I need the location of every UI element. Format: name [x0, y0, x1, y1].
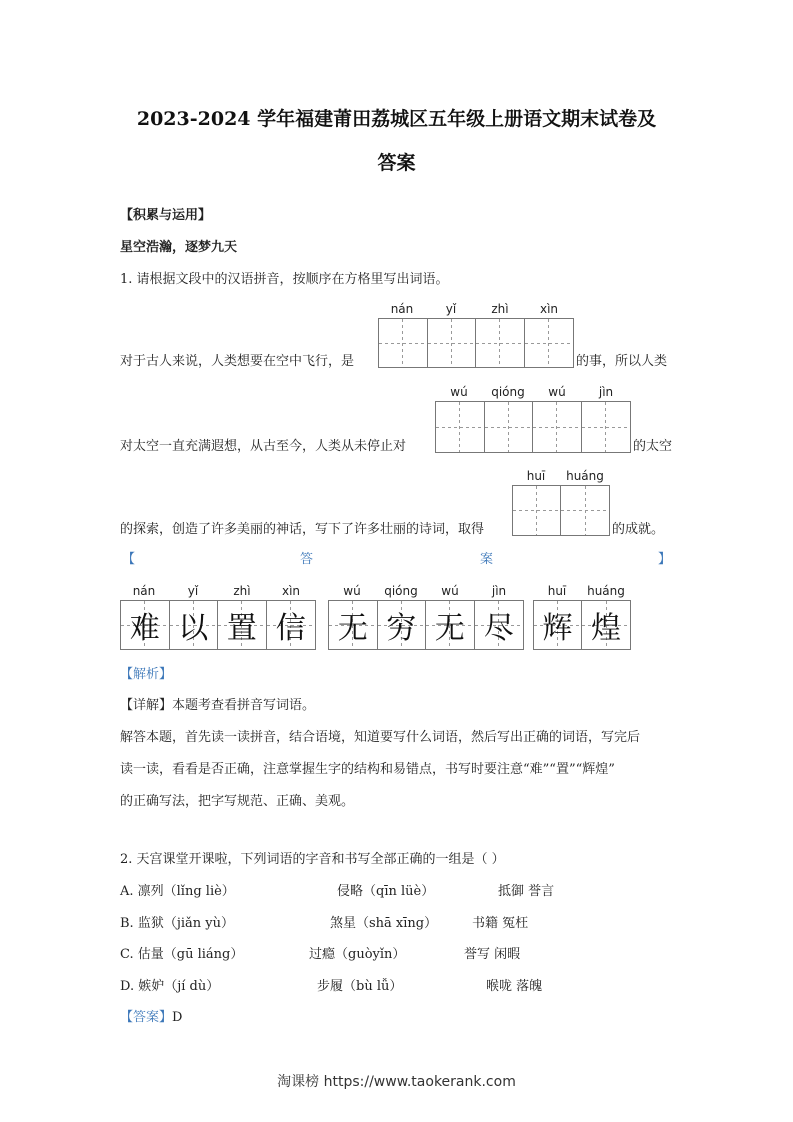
grid-cell[interactable]: [561, 486, 609, 535]
answer-label-char2: 案: [480, 552, 494, 567]
pinyin-label: zhì: [233, 584, 251, 598]
pinyin-label: wú: [343, 584, 361, 598]
pinyin-label: yǐ: [187, 584, 199, 598]
pinyin-label: huī: [547, 584, 567, 598]
q2-option-d-col1: D. 嫉妒（jí dù）: [120, 979, 220, 994]
q1-line1-before: 对于古人来说，人类想要在空中飞行，是: [120, 354, 355, 369]
q1-writing-grid-1[interactable]: [378, 318, 574, 368]
grid-cell[interactable]: [379, 319, 428, 367]
answer-char: 辉: [534, 601, 582, 649]
q1-line2-after: 的太空: [633, 439, 673, 454]
grid-cell[interactable]: [525, 319, 574, 367]
pinyin-label: nán: [390, 302, 414, 316]
q2-option-a-col1: A. 凛列（lǐng liè）: [120, 884, 235, 899]
pinyin-label: qióng: [491, 385, 525, 399]
q1-line1-after: 的事，所以人类: [576, 354, 668, 369]
q1-writing-grid-2[interactable]: [435, 401, 631, 453]
pinyin-label: qióng: [384, 584, 418, 598]
answer-char: 置: [218, 601, 267, 649]
answer-bracket-right: 】: [658, 552, 672, 567]
q2-prompt: 2. 天宫课堂开课啦，下列词语的字音和书写全部正确的一组是（ ）: [120, 852, 505, 867]
subsection-title: 星空浩瀚，逐梦九天: [120, 240, 238, 255]
q2-option-d-col2: 步履（bù lǚ）: [317, 979, 403, 994]
document-title-line2: 答案: [377, 152, 416, 174]
q1-line3-after: 的成就。: [612, 522, 665, 537]
pinyin-label: wú: [450, 385, 468, 399]
answer-char: 煌: [582, 601, 630, 649]
grid-cell[interactable]: [436, 402, 485, 452]
grid-cell[interactable]: [513, 486, 561, 535]
answer-bracket-left: 【: [122, 552, 136, 567]
section-header: 【积累与运用】: [120, 208, 212, 223]
pinyin-label: huī: [526, 469, 546, 483]
answer-grid-2: [328, 600, 524, 650]
pinyin-label: yǐ: [445, 302, 457, 316]
pinyin-label: huáng: [587, 584, 625, 598]
document-title-line1: 2023-2024 学年福建莆田荔城区五年级上册语文期末试卷及: [136, 108, 657, 130]
pinyin-label: wú: [548, 385, 566, 399]
q2-option-b-col2: 煞星（shā xīng）: [330, 916, 438, 931]
answer-char: 尽: [475, 601, 524, 649]
q2-option-a-col3: 抵御 誉言: [498, 884, 555, 899]
q1-writing-grid-3[interactable]: [512, 485, 610, 536]
analysis-label: 【解析】: [120, 667, 173, 682]
answer-char: 无: [426, 601, 475, 649]
explanation-line1: 解答本题，首先读一读拼音，结合语境，知道要写什么词语，然后写出正确的词语，写完后: [120, 730, 641, 745]
grid-cell[interactable]: [582, 402, 631, 452]
answer-grid-3: [533, 600, 631, 650]
explanation-line2: 读一读，看看是否正确，注意掌握生字的结构和易错点，书写时要注意“难”“置”“辉煌”: [120, 762, 615, 777]
q1-line3-before: 的探索，创造了许多美丽的神话，写下了许多壮丽的诗词，取得: [120, 522, 485, 537]
detail-text: 【详解】本题考查看拼音写词语。: [120, 698, 316, 713]
q2-option-b-col1: B. 监狱（jiǎn yù）: [120, 916, 234, 931]
q2-answer-label: 【答案】: [120, 1010, 173, 1025]
pinyin-label: jìn: [491, 584, 507, 598]
footer-watermark: 淘课榜 https://www.taokerank.com: [277, 1074, 516, 1090]
q2-option-c-col2: 过瘾（guòyǐn）: [309, 947, 406, 962]
q2-answer-value: D: [172, 1010, 183, 1025]
q2-option-d-col3: 喉咙 落魄: [486, 979, 543, 994]
q2-option-c-col3: 誉写 闲暇: [464, 947, 521, 962]
pinyin-label: nán: [132, 584, 156, 598]
grid-cell[interactable]: [533, 402, 582, 452]
explanation-line3: 的正确写法，把字写规范、正确、美观。: [120, 794, 355, 809]
pinyin-label: xìn: [281, 584, 301, 598]
pinyin-label: huáng: [566, 469, 604, 483]
answer-char: 穷: [378, 601, 427, 649]
answer-char: 难: [121, 601, 170, 649]
q1-line2-before: 对太空一直充满遐想，从古至今，人类从未停止对: [120, 439, 407, 454]
pinyin-label: zhì: [491, 302, 509, 316]
pinyin-label: jìn: [598, 385, 614, 399]
pinyin-label: wú: [441, 584, 459, 598]
q2-option-a-col2: 侵略（qīn lüè）: [337, 884, 435, 899]
grid-cell[interactable]: [476, 319, 525, 367]
q2-option-b-col3: 书籍 冤枉: [472, 916, 529, 931]
answer-char: 以: [170, 601, 219, 649]
grid-cell[interactable]: [428, 319, 477, 367]
pinyin-label: xìn: [539, 302, 559, 316]
q2-option-c-col1: C. 估量（gū liáng）: [120, 947, 244, 962]
q2-answer: [120, 1010, 182, 1026]
answer-label-char1: 答: [300, 552, 314, 567]
grid-cell[interactable]: [485, 402, 534, 452]
answer-grid-1: [120, 600, 316, 650]
answer-char: 无: [329, 601, 378, 649]
answer-char: 信: [267, 601, 316, 649]
q1-prompt: 1. 请根据文段中的汉语拼音，按顺序在方格里写出词语。: [120, 272, 449, 287]
